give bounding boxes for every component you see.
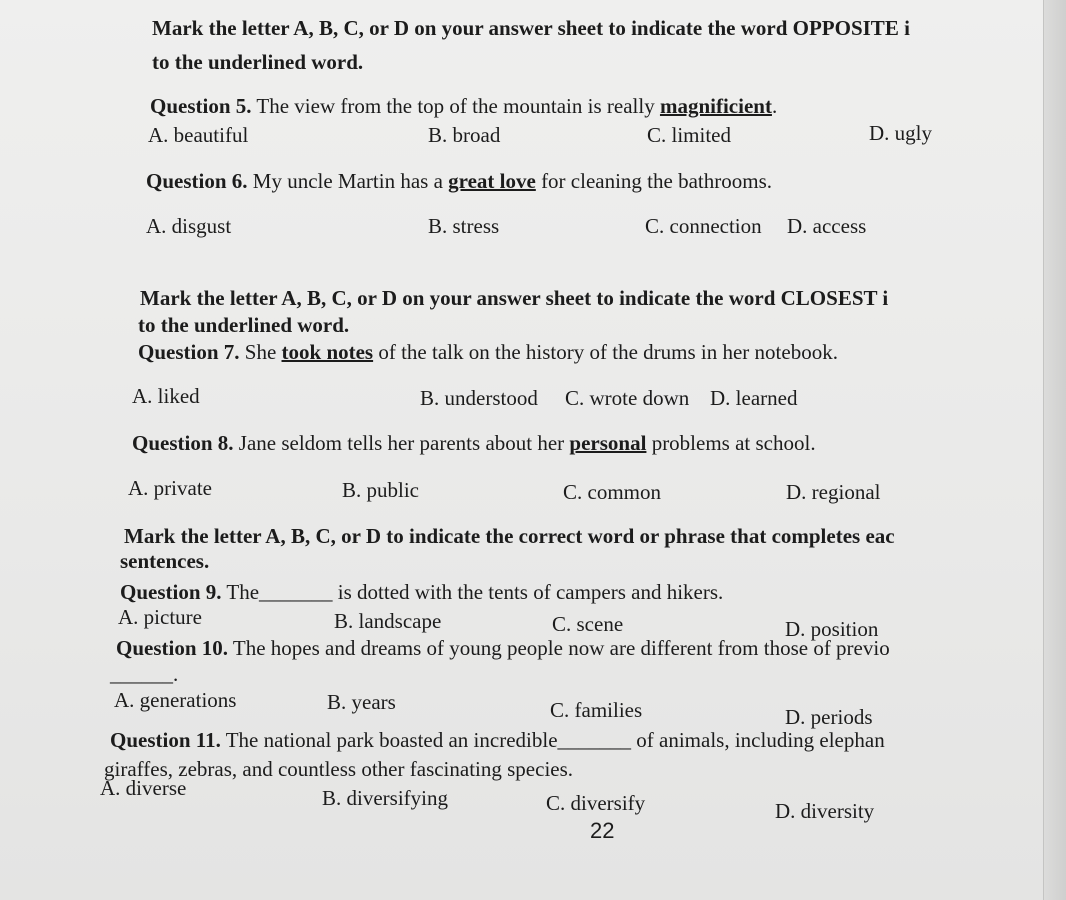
q9-option-c: C. scene (552, 612, 624, 636)
question-text-end: of animals, including elephan (631, 728, 885, 752)
page-edge (1043, 0, 1066, 900)
q11-option-a: A. diverse (100, 776, 187, 800)
question-label: Question 8. (132, 431, 234, 455)
q5-option-a: A. beautiful (148, 123, 249, 147)
q7-option-a: A. liked (132, 384, 200, 408)
instruction-complete-line2: sentences. (120, 549, 210, 573)
instruction-opposite-line1: Mark the letter A, B, C, or D on your answer sheet to indicate the word OPPOSITE i (152, 16, 910, 40)
instruction-closest-line1: Mark the letter A, B, C, or D on your answer sheet to indicate the word CLOSEST i (140, 286, 889, 310)
q11-option-c: C. diversify (546, 791, 646, 815)
question-label: Question 11. (110, 728, 221, 752)
instruction-complete-line1: Mark the letter A, B, C, or D to indicate the correct word or phrase that completes eac (124, 524, 895, 548)
question-text: My uncle Martin has a (247, 169, 449, 193)
question-11-line2: giraffes, zebras, and countless other fascinating species. (104, 757, 574, 781)
question-text-end: of the talk on the history of the drums in her notebook. (373, 340, 838, 364)
q7-option-c: C. wrote down (565, 386, 690, 410)
q8-option-b: B. public (342, 478, 419, 502)
q6-option-c: C. connection (645, 214, 762, 238)
question-text: The hopes and dreams of young people now are different from those of previo (228, 636, 890, 660)
underlined-word: took notes (281, 340, 374, 364)
underlined-word: great love (448, 169, 536, 193)
question-text-end: . (771, 94, 778, 118)
question-label: Question 7. (138, 340, 240, 364)
question-label: Question 5. (150, 94, 252, 118)
question-label: Question 10. (116, 636, 229, 660)
question-11 (110, 728, 885, 752)
question-text: The view from the top of the mountain is really (251, 94, 660, 118)
q10-option-c: C. families (550, 698, 643, 722)
underlined-word: magnificient (659, 94, 772, 118)
question-7 (138, 340, 838, 364)
q10-option-a: A. generations (114, 688, 237, 712)
q5-option-b: B. broad (428, 123, 501, 147)
question-label: Question 9. (120, 580, 222, 604)
q5-option-d: D. ugly (869, 121, 932, 145)
question-text-end: for cleaning the bathrooms. (535, 169, 772, 193)
question-text-end: is dotted with the tents of campers and hikers. (332, 580, 724, 604)
question-text: The national park boasted an incredible (220, 728, 558, 752)
q10-option-d: D. periods (785, 705, 873, 729)
underlined-word: personal (569, 431, 647, 455)
q6-option-b: B. stress (428, 214, 500, 238)
q7-option-d: D. learned (710, 386, 798, 410)
question-text-end: problems at school. (646, 431, 816, 455)
instruction-opposite-line2: to the underlined word. (152, 50, 364, 74)
question-6 (146, 169, 772, 193)
q6-option-d: D. access (787, 214, 867, 238)
answer-blank: _______ (259, 580, 333, 604)
question-9 (120, 580, 723, 604)
q11-option-d: D. diversity (775, 799, 875, 823)
q8-option-a: A. private (128, 476, 212, 500)
question-10 (116, 636, 890, 660)
q9-option-d: D. position (785, 617, 879, 641)
q9-option-a: A. picture (118, 605, 202, 629)
q10-option-b: B. years (327, 690, 396, 714)
question-text: She (239, 340, 282, 364)
q8-option-d: D. regional (786, 480, 881, 504)
q11-option-b: B. diversifying (322, 786, 448, 810)
question-10-blank: ______. (110, 662, 179, 686)
question-5 (150, 94, 777, 118)
q5-option-c: C. limited (647, 123, 731, 147)
question-8 (132, 431, 816, 455)
q8-option-c: C. common (563, 480, 661, 504)
question-text: Jane seldom tells her parents about her (233, 431, 570, 455)
instruction-closest-line2: to the underlined word. (138, 313, 350, 337)
q6-option-a: A. disgust (146, 214, 232, 238)
page-number: 22 (590, 818, 615, 843)
answer-blank: _______ (557, 728, 632, 752)
q7-option-b: B. understood (420, 386, 538, 410)
question-text: The (221, 580, 260, 604)
question-label: Question 6. (146, 169, 248, 193)
q9-option-b: B. landscape (334, 609, 442, 633)
